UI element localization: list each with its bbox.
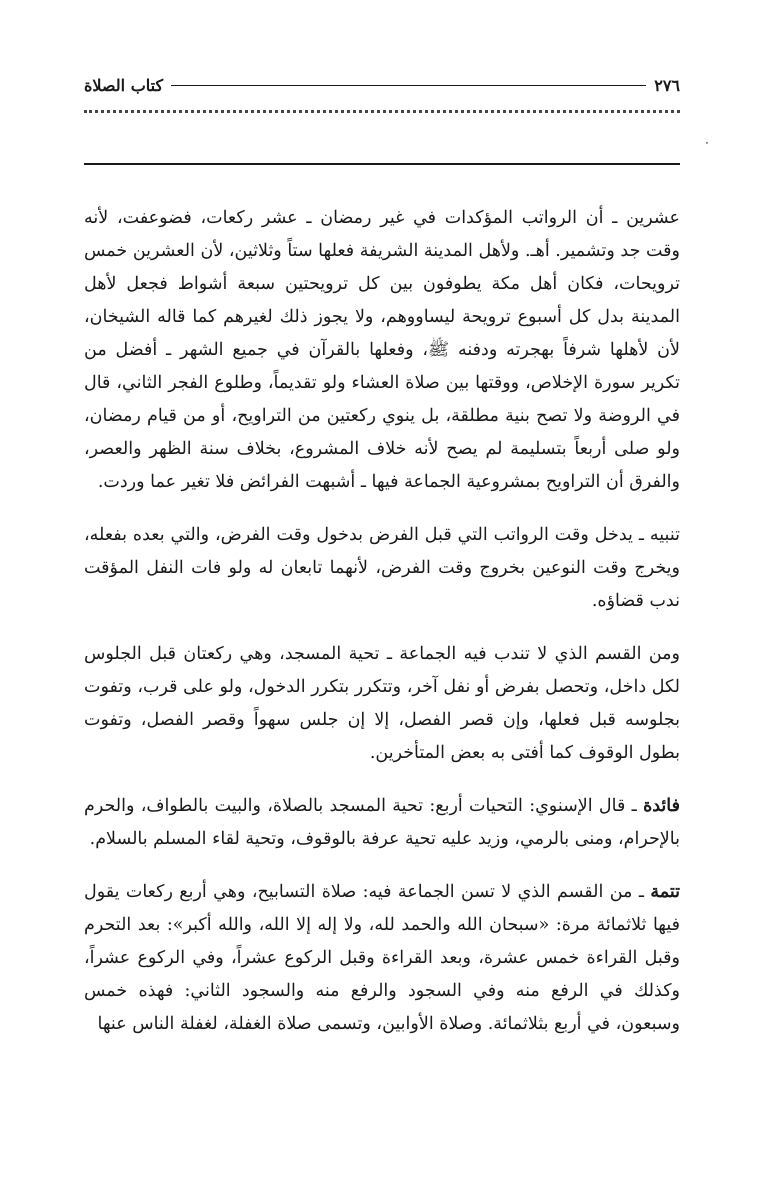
- paragraph-text: تنبيه ـ يدخل وقت الرواتب التي قبل الفرض بدخول وقت الفرض، والتي بعده بفعله، ويخرج وقت النوعين بخروج وقت الفرض، لأنهما تابعان له ولو فات النفل المؤقت ندب قضاؤه.: [84, 525, 680, 611]
- book-title: كتاب الصلاة: [84, 75, 164, 95]
- solid-separator: [84, 163, 680, 165]
- paragraph-tanbih: [84, 519, 680, 618]
- main-text: [84, 202, 680, 1061]
- header-rule: [171, 85, 646, 86]
- dotted-separator: [84, 110, 680, 113]
- paragraph-text: ـ من القسم الذي لا تسن الجماعة فيه: صلاة التسابيح، وهي أربع ركعات يقول فيها ثلاثمائة مرة: «سبحان الله والحمد لله، ولا إله إلا الله، والله أكبر»: بعد التحرم وقبل القراءة خمس عشرة، وبعد القراءة وقبل الركوع عشراً، وفي الركوع عشراً، وكذلك في الرفع منه وفي السجود والرفع منه والسجود الثاني: فهذه خمس وسبعون، في أربع بثلاثمائة. وصلاة الأوابين، وتسمى صلاة الغفلة، لغفلة الناس عنها: [84, 882, 680, 1034]
- paragraph-faida: [84, 790, 680, 856]
- page-number: ٢٧٦: [654, 75, 680, 95]
- paragraph-lead-term: فائدة: [643, 796, 680, 816]
- paragraph-text: ومن القسم الذي لا تندب فيه الجماعة ـ تحية المسجد، وهي ركعتان قبل الجلوس لكل داخل، وتحصل بفرض أو نفل آخر، وتتكرر بتكرر الدخول، ولو على قرب، وتفوت بجلوسه قبل فعلها، وإن قصر الفصل، إلا إن جلس سهواً وقصر الفصل، وتفوت بطول الوقوف كما أفتى به بعض المتأخرين.: [84, 644, 680, 763]
- stray-mark: ⸼: [706, 130, 709, 144]
- paragraph-lead-term: تتمة: [650, 882, 680, 902]
- paragraph-text: عشرين ـ أن الرواتب المؤكدات في غير رمضان ـ عشر ركعات، فضوعفت، لأنه وقت جد وتشمير. أهـ. ولأهل المدينة الشريفة فعلها ستاً وثلاثين، لأن العشرين خمس ترويحات، فكان أهل مكة يطوفون بين كل ترويحتين سبعة أشواط فجعل لأهل المدينة بدل كل أسبوع ترويحة ليساووهم، ولا يجوز ذلك لغيرهم كما قاله الشيخان، لأن لأهلها شرفاً بهجرته ودفنه ﷺ، وفعلها بالقرآن في جميع الشهر ـ أفضل من تكرير سورة الإخلاص، ووقتها بين صلاة العشاء ولو تقديماً، وطلوع الفجر الثاني، قال في الروضة ولا تصح بنية مطلقة، بل ينوي ركعتين من التراويح، أو من قيام رمضان، ولو صلى أربعاً بتسليمة لم يصح لأنه خلاف المشروع، بخلاف سنة الظهر والعصر، والفرق أن التراويح بمشروعية الجماعة فيها ـ أشبهت الفرائض فلا تغير عما وردت.: [84, 208, 680, 492]
- paragraph-tahiyyat-masjid: [84, 638, 680, 770]
- paragraph-tatimma: [84, 876, 680, 1041]
- paragraph-text: ـ قال الإسنوي: التحيات أربع: تحية المسجد بالصلاة، والبيت بالطواف، والحرم بالإحرام، ومنى بالرمي، وزيد عليه تحية عرفة بالوقوف، وتحية لقاء المسلم بالسلام.: [84, 796, 680, 849]
- paragraph-tarawih: [84, 202, 680, 499]
- page-header: [84, 72, 680, 98]
